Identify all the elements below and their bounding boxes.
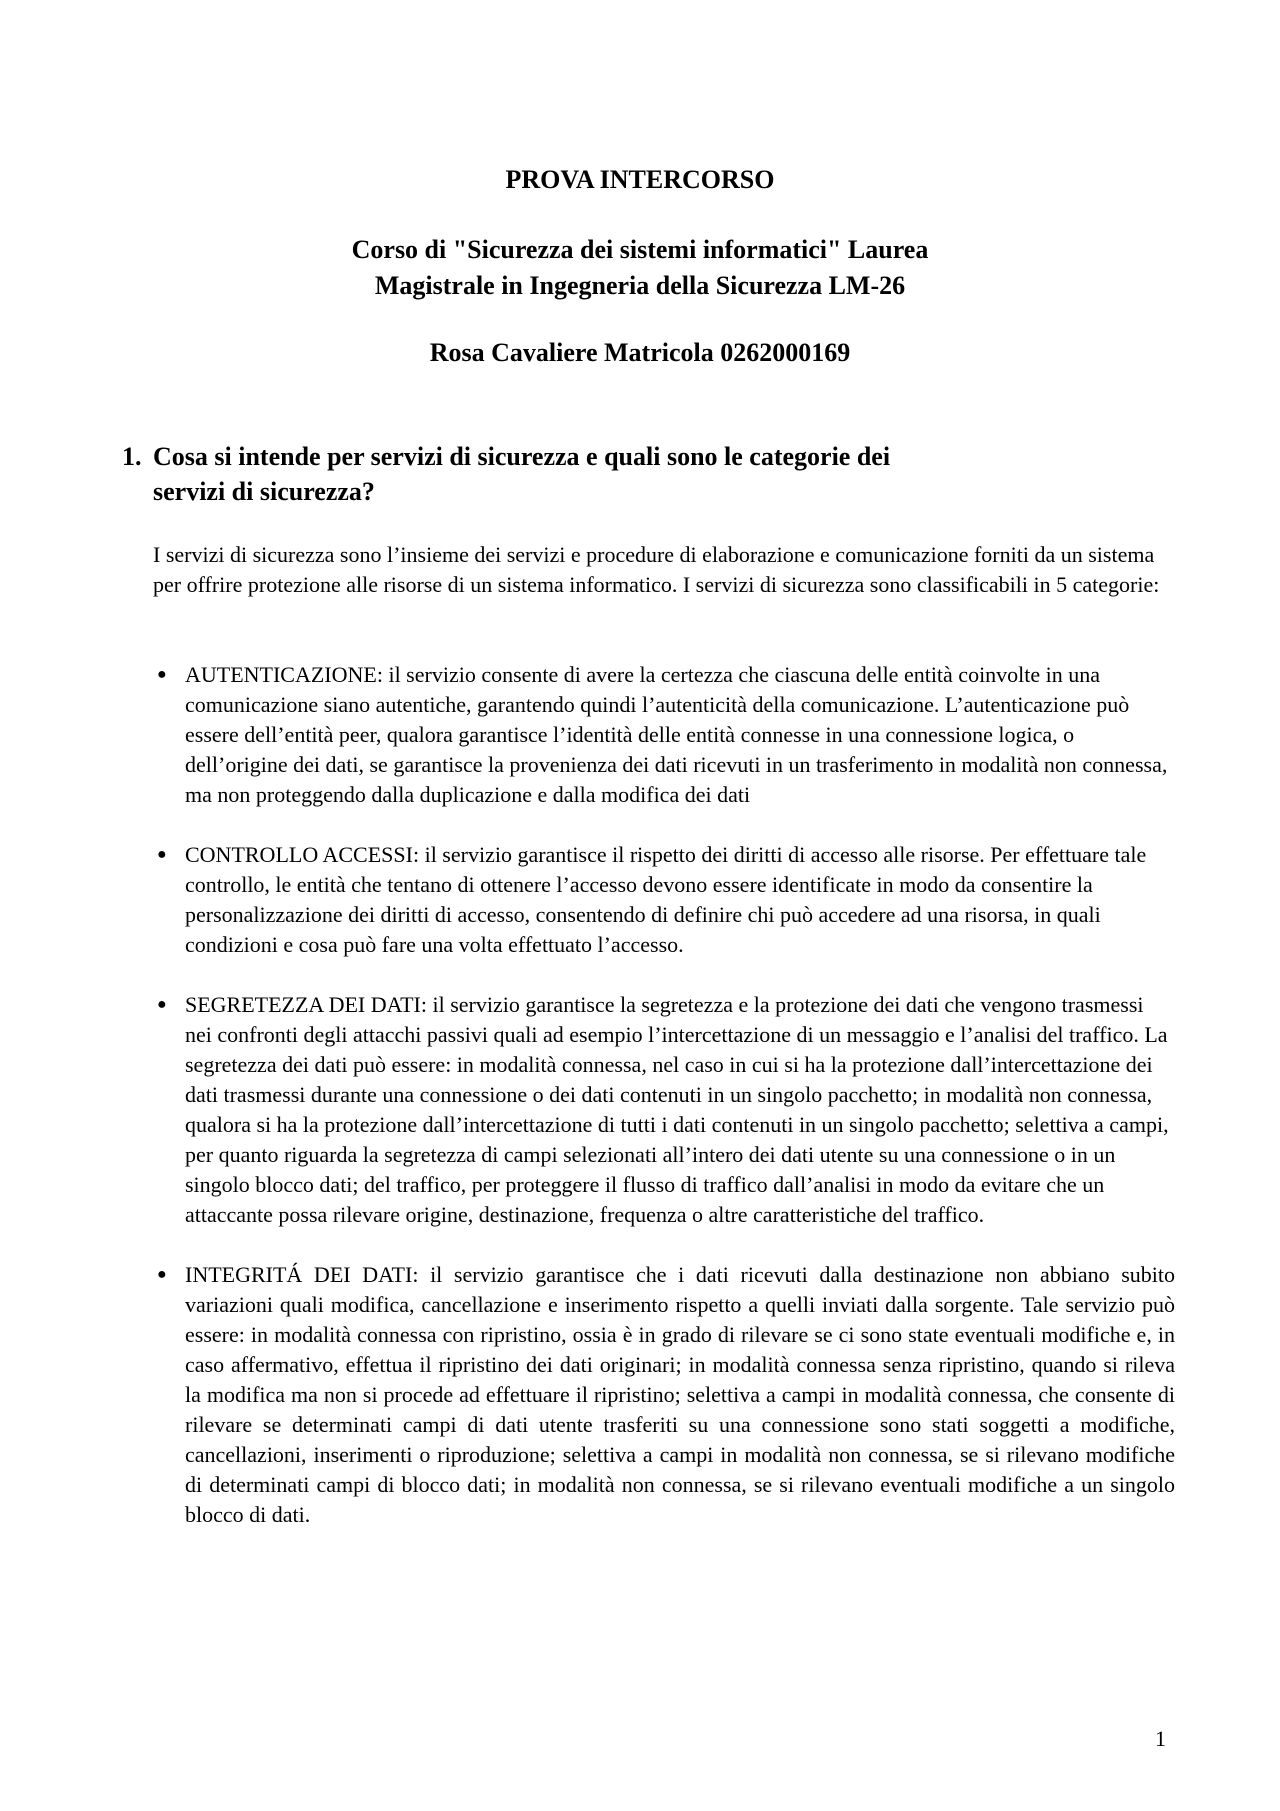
question-heading: [122, 439, 1122, 509]
course-line-2: Magistrale in Ingegneria della Sicurezza LM-26: [374, 271, 906, 300]
document-title: PROVA INTERCORSO: [505, 165, 775, 194]
bullet-icon: ●: [157, 846, 167, 863]
list-item: [153, 990, 1175, 1230]
intro-paragraph: I servizi di sicurezza sono l’insieme dei servizi e procedure di elaborazione e comunicazione forniti da un sistema per offrire protezione alle risorse di un sistema informatico. I servizi di sicurezza sono classificabili in 5 categorie:: [153, 542, 1160, 597]
service-categories-list: [153, 660, 1175, 1560]
bullet-text: CONTROLLO ACCESSI: il servizio garantisce il rispetto dei diritti di accesso alle risorse. Per effettuare tale controllo, le entità che tentano di ottenere l’accesso devono essere identificate in modo da consentire la personalizzazione dei diritti di accesso, consentendo di definire chi può accedere ad una risorsa, in quali condizioni e cosa può fare una volta effettuato l’accesso.: [185, 842, 1147, 957]
author-line: Rosa Cavaliere Matricola 0262000169: [429, 338, 851, 367]
bullet-text: SEGRETEZZA DEI DATI: il servizio garantisce la segretezza e la protezione dei dati che vengono trasmessi nei confronti degli attacchi passivi quali ad esempio l’intercettazione di un messaggio e l’analisi del traffico. La segretezza dei dati può essere: in modalità connessa, nel caso in cui si ha la protezione dall’intercettazione dei dati trasmessi durante una connessione o dei dati contenuti in un singolo pacchetto; in modalità non connessa, qualora si ha la protezione dall’intercettazione di tutti i dati contenuti in un singolo pacchetto; selettiva a campi, per quanto riguarda la segretezza di campi selezionati all’intero dei dati utente su una connessione o in un singolo blocco dati; del traffico, per proteggere il flusso di traffico dall’analisi in modo da evitare che un attaccante possa rilevare origine, destinazione, frequenza o altre caratteristiche del traffico.: [185, 992, 1169, 1227]
bullet-icon: ●: [157, 996, 167, 1013]
list-item: [153, 1260, 1175, 1530]
list-item: [153, 840, 1175, 960]
bullet-icon: ●: [157, 1266, 167, 1283]
question-number: 1.: [122, 442, 142, 471]
question-line-2: servizi di sicurezza?: [153, 477, 375, 506]
page-number: 1: [1155, 1726, 1166, 1751]
course-heading: [0, 232, 1280, 304]
bullet-text: INTEGRITÁ DEI DATI: il servizio garantisce che i dati ricevuti dalla destinazione non abbiano subito variazioni quali modifica, cancellazione e inserimento rispetto a quelli inviati dalla sorgente. Tale servizio può essere: in modalità connessa con ripristino, ossia è in grado di rilevare se ci sono state eventuali modifiche e, in caso affermativo, effettua il ripristino dei dati originari; in modalità connessa senza ripristino, quando si rileva la modifica ma non si procede ad effettuare il ripristino; selettiva a campi in modalità connessa, che consente di rilevare se determinati campi di dati utente trasferiti su una connessione sono stati soggetti a modifiche, cancellazioni, inserimenti o riproduzione; selettiva a campi in modalità non connessa, se si rilevano modifiche di determinati campi di blocco dati; in modalità non connessa, se si rilevano eventuali modifiche a un singolo blocco di dati.: [185, 1262, 1175, 1527]
list-item: [153, 660, 1175, 810]
course-line-1: Corso di "Sicurezza dei sistemi informatici" Laurea: [351, 235, 929, 264]
bullet-text: AUTENTICAZIONE: il servizio consente di avere la certezza che ciascuna delle entità coinvolte in una comunicazione siano autentiche, garantendo quindi l’autenticità della comunicazione. L’autenticazione può essere dell’entità peer, qualora garantisce l’identità delle entità connesse in una connessione logica, o dell’origine dei dati, se garantisce la provenienza dei dati ricevuti in un trasferimento in modalità non connessa, ma non proteggendo dalla duplicazione e dalla modifica dei dati: [185, 662, 1168, 807]
question-line-1: Cosa si intende per servizi di sicurezza e quali sono le categorie dei: [153, 442, 891, 471]
bullet-icon: ●: [157, 666, 167, 683]
